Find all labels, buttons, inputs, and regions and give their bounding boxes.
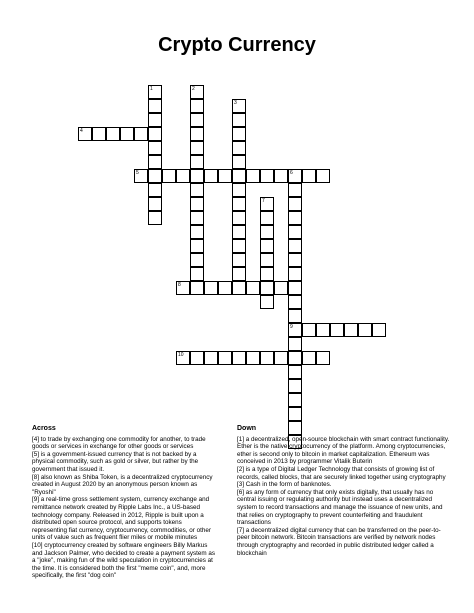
crossword-cell[interactable] — [232, 183, 246, 197]
crossword-cell[interactable] — [260, 225, 274, 239]
crossword-cell[interactable] — [232, 225, 246, 239]
crossword-cell[interactable] — [190, 281, 204, 295]
crossword-cell[interactable] — [190, 351, 204, 365]
crossword-cell[interactable] — [190, 253, 204, 267]
crossword-cell[interactable] — [190, 85, 204, 99]
clue-number: 9 — [290, 324, 293, 330]
crossword-cell[interactable] — [148, 141, 162, 155]
clue-number: 4 — [80, 128, 83, 134]
crossword-cell[interactable] — [288, 281, 302, 295]
crossword-cell[interactable] — [302, 351, 316, 365]
crossword-cell[interactable] — [316, 351, 330, 365]
crossword-cell[interactable] — [316, 323, 330, 337]
crossword-cell[interactable] — [190, 267, 204, 281]
crossword-cell[interactable] — [134, 169, 148, 183]
crossword-cell[interactable] — [232, 351, 246, 365]
crossword-cell[interactable] — [288, 197, 302, 211]
crossword-cell[interactable] — [288, 267, 302, 281]
crossword-cell[interactable] — [190, 127, 204, 141]
crossword-cell[interactable] — [148, 211, 162, 225]
crossword-cell[interactable] — [372, 323, 386, 337]
clue-number: 8 — [178, 282, 181, 288]
crossword-cell[interactable] — [274, 351, 288, 365]
crossword-cell[interactable] — [232, 127, 246, 141]
crossword-cell[interactable] — [232, 267, 246, 281]
crossword-cell[interactable] — [190, 155, 204, 169]
crossword-cell[interactable] — [288, 239, 302, 253]
clue-number: 10 — [178, 352, 184, 358]
crossword-cell[interactable] — [288, 365, 302, 379]
clue-number: 6 — [290, 170, 293, 176]
crossword-cell[interactable] — [260, 169, 274, 183]
across-heading: Across — [32, 425, 56, 432]
clue-number: 3 — [234, 100, 237, 106]
across-clue-5: [5] is a government-issued currency that is not backed by a physical commodity, such as gold or silver, but rather by the government that issued it. — [32, 450, 199, 473]
crossword-cell[interactable] — [246, 281, 260, 295]
crossword-cell[interactable] — [190, 239, 204, 253]
crossword-cell[interactable] — [316, 169, 330, 183]
crossword-cell[interactable] — [232, 141, 246, 155]
crossword-cell[interactable] — [232, 99, 246, 113]
down-heading: Down — [237, 425, 257, 432]
crossword-cell[interactable] — [288, 295, 302, 309]
crossword-cell[interactable] — [190, 197, 204, 211]
crossword-cell[interactable] — [190, 225, 204, 239]
crossword-cell[interactable] — [148, 113, 162, 127]
across-clue-9: [9] a real-time gross settlement system, currency exchange and remittance network created by Ripple Labs Inc., a US-based technology company. Released in 2012, Ripple is built upon a distributed open source protocol, and supports tokens representing fiat currency, cryptocurrency, commodities, or other units of value such as frequent flier miles or mobile minutes — [32, 496, 211, 542]
crossword-cell[interactable] — [232, 113, 246, 127]
crossword-cell[interactable] — [204, 169, 218, 183]
down-clue-7: [7] a decentralized digital currency that can be transferred on the peer-to-peer bitcoin network. Bitcoin transactions are verified by network nodes through cryptography and recorded in public distributed ledger called a blockchain — [237, 526, 441, 557]
crossword-cell[interactable] — [204, 281, 218, 295]
crossword-cell[interactable] — [288, 309, 302, 323]
crossword-cell[interactable] — [232, 197, 246, 211]
crossword-cell[interactable] — [274, 169, 288, 183]
across-clue-10: [10] cryptocurrency created by software engineers Billy Markus and Jackson Palmer, who decided to create a payment system as a "joke", making fun of the wild speculation in cryptocurrencies at the time. It is considered both the first "meme coin", and, more specifically, the first "dog coin" — [32, 541, 216, 580]
crossword-cell[interactable] — [288, 225, 302, 239]
crossword-cell[interactable] — [260, 239, 274, 253]
crossword-cell[interactable] — [344, 323, 358, 337]
crossword-cell[interactable] — [260, 351, 274, 365]
down-clue-2: [2] is a type of Digital Ledger Technology that consists of growing list of records, called blocks, that are securely linked together using cryptography — [237, 465, 446, 481]
crossword-cell[interactable] — [218, 351, 232, 365]
across-clues — [32, 425, 216, 580]
clue-number: 7 — [262, 198, 265, 204]
across-clue-4: [4] to trade by exchanging one commodity for another, to trade goods or services in exchange for other goods or services — [32, 435, 206, 451]
crossword-cell[interactable] — [288, 183, 302, 197]
crossword-cell[interactable] — [232, 253, 246, 267]
crossword-cell[interactable] — [232, 169, 246, 183]
crossword-cell[interactable] — [190, 113, 204, 127]
crossword-cell[interactable] — [288, 393, 302, 407]
crossword-cell[interactable] — [190, 99, 204, 113]
crossword-cell[interactable] — [260, 267, 274, 281]
crossword-cell[interactable] — [260, 197, 274, 211]
crossword-cell[interactable] — [232, 211, 246, 225]
crossword-cell[interactable] — [274, 281, 288, 295]
crossword-cell[interactable] — [92, 127, 106, 141]
crossword-cell[interactable] — [106, 127, 120, 141]
crossword-cell[interactable] — [288, 323, 302, 337]
crossword-cell[interactable] — [232, 239, 246, 253]
crossword-cell[interactable] — [148, 169, 162, 183]
crossword-cell[interactable] — [190, 141, 204, 155]
crossword-cell[interactable] — [260, 295, 274, 309]
crossword-cell[interactable] — [148, 99, 162, 113]
down-clue-6: [6] as any form of currency that only exists digitally, that usually has no central issuing or regulating authority but instead uses a decentralized system to record transactions and manage the issuance of new units, and that relies on cryptography to prevent counterfeiting and fraudulent transactions — [237, 488, 443, 527]
crossword-cell[interactable] — [246, 169, 260, 183]
crossword-cell[interactable] — [288, 253, 302, 267]
crossword-cell[interactable] — [302, 169, 316, 183]
puzzle-title: Crypto Currency — [158, 34, 316, 56]
crossword-cell[interactable] — [358, 323, 372, 337]
crossword-cell[interactable] — [148, 197, 162, 211]
clue-number: 2 — [192, 86, 195, 92]
crossword-cell[interactable] — [78, 127, 92, 141]
crossword-cell[interactable] — [204, 351, 218, 365]
crossword-cell[interactable] — [190, 211, 204, 225]
crossword-cell[interactable] — [176, 281, 190, 295]
crossword-cell[interactable] — [134, 127, 148, 141]
crossword-cell[interactable] — [120, 127, 134, 141]
crossword-cell[interactable] — [148, 127, 162, 141]
crossword-cell[interactable] — [260, 281, 274, 295]
across-clue-8: [8] also known as Shiba Token, is a decentralized cryptocurrency created in August 2020 by an anonymous person known as "Ryoshi" — [32, 473, 213, 496]
crossword-cell[interactable] — [288, 169, 302, 183]
crossword-cell[interactable] — [260, 211, 274, 225]
crossword-cell[interactable] — [148, 85, 162, 99]
crossword-cell[interactable] — [260, 253, 274, 267]
crossword-cell[interactable] — [176, 169, 190, 183]
down-clues — [237, 425, 452, 557]
crossword-cell[interactable] — [190, 169, 204, 183]
crossword-cell[interactable] — [218, 169, 232, 183]
crossword-cell[interactable] — [218, 281, 232, 295]
crossword-cell[interactable] — [148, 183, 162, 197]
crossword-cell[interactable] — [330, 323, 344, 337]
crossword-cell[interactable] — [288, 407, 302, 421]
down-clue-1: [1] a decentralized, open-source blockchain with smart contract functionality. Ether is the native cryptocurrency of the platform. Among cryptocurrencies, ether is second only to bitcoin in market capitalization. Ethereum was conceived in 2013 by programmer Vitalik Buterin — [237, 435, 450, 466]
clue-number: 1 — [150, 86, 153, 92]
crossword-cell[interactable] — [288, 379, 302, 393]
crossword-cell[interactable] — [232, 281, 246, 295]
crossword-cell[interactable] — [148, 155, 162, 169]
crossword-cell[interactable] — [288, 211, 302, 225]
crossword-cell[interactable] — [232, 155, 246, 169]
crossword-cell[interactable] — [190, 183, 204, 197]
crossword-cell[interactable] — [302, 323, 316, 337]
crossword-cell[interactable] — [246, 351, 260, 365]
clue-number: 5 — [136, 170, 139, 176]
down-clue-3: [3] Cash in the form of banknotes. — [237, 481, 332, 489]
crossword-cell[interactable] — [176, 351, 190, 365]
crossword-cell[interactable] — [288, 337, 302, 351]
crossword-cell[interactable] — [162, 169, 176, 183]
crossword-cell[interactable] — [288, 351, 302, 365]
